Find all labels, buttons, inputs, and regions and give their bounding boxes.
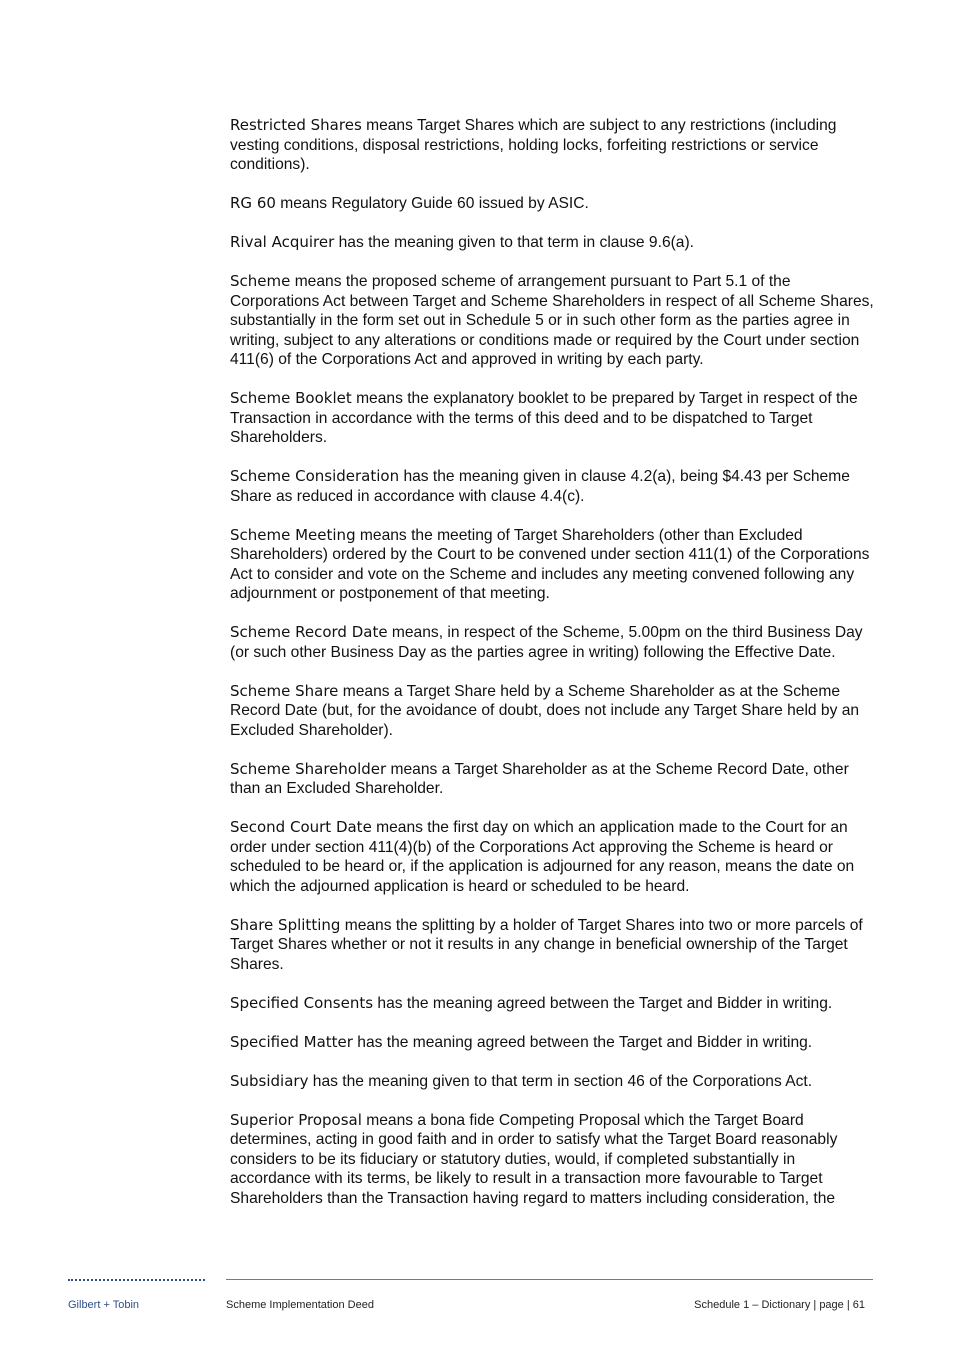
- definition-text: means the explanatory booklet to be prepared by Target in respect of the Transaction in accordance with the terms of this deed and to be dispatched to Target Shareholders.: [230, 390, 858, 446]
- definition-text: means a bona fide Competing Proposal which the Target Board determines, acting in good faith and in order to satisfy what the Target Board reasonably considers to be its fiduciary or statutory duties, would, if completed substantially in accordance with its terms, be likely to result in a transaction more favourable to Target Shareholders than the Transaction having regard to matters including consideration, the: [230, 1111, 838, 1207]
- definition-scheme-booklet: [230, 389, 880, 448]
- definition-term: Restricted Shares: [230, 116, 362, 134]
- footer-divider: [226, 1279, 873, 1280]
- definition-scheme-record-date: [230, 623, 880, 662]
- footer-page-label: Schedule 1 – Dictionary | page | 61: [694, 1299, 865, 1311]
- definition-text: means the first day on which an application made to the Court for an order under section 411(4)(b) of the Corporations Act approving the Scheme is heard or scheduled to be heard or, if the application is adjourned for any reason, means the date on which the adjourned application is heard or scheduled to be heard.: [230, 819, 855, 895]
- definition-term: Scheme Shareholder: [230, 759, 387, 778]
- definition-term: RG 60: [230, 194, 276, 212]
- definition-scheme-shareholder: [230, 760, 880, 799]
- definition-term: Specified Matter: [230, 1032, 353, 1051]
- footer-divider-firm: [68, 1279, 205, 1281]
- definition-second-court-date: [230, 818, 880, 896]
- definition-scheme: [230, 272, 880, 370]
- definition-text: means a Target Share held by a Scheme Shareholder as at the Scheme Record Date (but, for the avoidance of doubt, does not include any Target Share held by an Excluded Shareholder).: [230, 682, 860, 739]
- definition-text: means Target Shares which are subject to any restrictions (including vesting conditions, disposal restrictions, holding locks, forfeiting restrictions or service conditions).: [230, 117, 837, 173]
- definition-share-splitting: [230, 916, 880, 975]
- definition-text: has the meaning agreed between the Target and Bidder in writing.: [373, 994, 833, 1012]
- definition-text: has the meaning agreed between the Target and Bidder in writing.: [352, 1033, 813, 1051]
- definition-superior-proposal: [230, 1111, 880, 1209]
- definition-specified-consents: [230, 994, 880, 1014]
- definitions-list: [230, 116, 880, 1228]
- definition-subsidiary: [230, 1072, 880, 1092]
- definition-term: Scheme Consideration: [230, 467, 400, 485]
- definition-specified-matter: [230, 1033, 880, 1053]
- definition-text: means Regulatory Guide 60 issued by ASIC.: [275, 195, 589, 212]
- definition-text: means the proposed scheme of arrangement pursuant to Part 5.1 of the Corporations Act between Target and Scheme Shareholders in respect of all Scheme Shares, substantially in the form set out in Schedule 5 or in such other form as the parties agree in writing, subject to any alterations or conditions made or required by the Court under section 411(6) of the Corporations Act and approved in writing by each party.: [230, 273, 874, 368]
- footer-firm-name: Gilbert + Tobin: [68, 1299, 140, 1311]
- definition-text: means, in respect of the Scheme, 5.00pm on the third Business Day (or such other Business Day as the parties agree in writing) following the Effective Date.: [230, 624, 863, 661]
- definition-scheme-meeting: [230, 526, 880, 604]
- definition-term: Rival Acquirer: [230, 233, 335, 251]
- definition-scheme-share: [230, 682, 880, 741]
- definition-term: Scheme Record Date: [230, 623, 388, 641]
- definition-text: means the splitting by a holder of Target Shares into two or more parcels of Target Shares whether or not it results in any change in beneficial ownership of the Target Shares.: [230, 916, 863, 973]
- footer-document-title: Scheme Implementation Deed: [226, 1299, 374, 1311]
- definition-term: Scheme Share: [230, 681, 339, 700]
- definition-text: has the meaning given to that term in section 46 of the Corporations Act.: [308, 1072, 813, 1090]
- definition-term: Specified Consents: [230, 993, 374, 1012]
- definition-rg-60: [230, 194, 880, 214]
- definition-text: has the meaning given to that term in clause 9.6(a).: [334, 234, 695, 251]
- definition-term: Subsidiary: [230, 1071, 309, 1090]
- definition-term: Superior Proposal: [230, 1110, 362, 1129]
- definition-text: means the meeting of Target Shareholders (other than Excluded Shareholders) ordered by the Court to be convened under section 411(1) of the Corporations Act to consider and vote on the Scheme and includes any meeting convened following any adjournment or postponement of that meeting.: [230, 526, 870, 602]
- definition-text: means a Target Shareholder as at the Scheme Record Date, other than an Excluded Shareholder.: [230, 760, 849, 797]
- definition-restricted-shares: [230, 116, 880, 175]
- definition-term: Scheme: [230, 272, 291, 290]
- definition-term: Share Splitting: [230, 915, 341, 934]
- definition-rival-acquirer: [230, 233, 880, 253]
- definition-text: has the meaning given in clause 4.2(a), being $4.43 per Scheme Share as reduced in accordance with clause 4.4(c).: [230, 468, 850, 505]
- definition-term: Scheme Meeting: [230, 525, 356, 544]
- definition-term: Scheme Booklet: [230, 389, 352, 407]
- definition-term: Second Court Date: [230, 818, 372, 836]
- definition-scheme-consideration: [230, 467, 880, 506]
